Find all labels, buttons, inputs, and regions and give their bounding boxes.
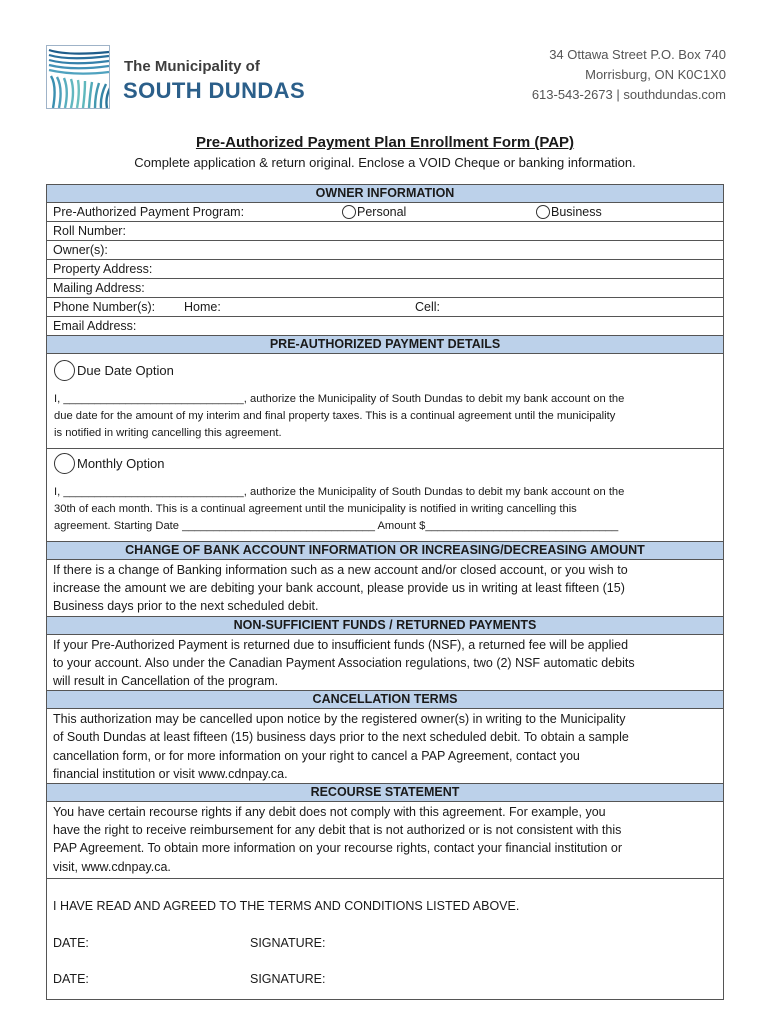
program-label: Pre-Authorized Payment Program:	[53, 205, 245, 219]
owners-label: Owner(s):	[53, 243, 108, 257]
date-label-1: DATE:	[53, 935, 89, 950]
email-label: Email Address:	[53, 319, 137, 333]
nsf-text-2: to your account. Also under the Canadian Payment Association regulations, two (2) NSF automatic debits	[53, 655, 635, 670]
south-dundas-logo-icon	[46, 45, 110, 109]
agreement-statement: I HAVE READ AND AGREED TO THE TERMS AND CONDITIONS LISTED ABOVE.	[53, 898, 520, 913]
nsf-text-1: If your Pre-Authorized Payment is returned due to insufficient funds (NSF), a returned fee will be applied	[53, 637, 629, 652]
cancellation-paragraph	[47, 709, 723, 784]
home-phone-field[interactable]	[184, 298, 221, 316]
owners-field[interactable]	[47, 241, 723, 260]
recourse-heading: RECOURSE STATEMENT	[47, 784, 723, 802]
due-date-text-1: I, _____________________________, authorize the Municipality of South Dundas to debit my bank account on the	[54, 393, 625, 405]
date-field-2[interactable]	[53, 972, 89, 986]
phone-label: Phone Number(s):	[53, 300, 156, 314]
change-heading: CHANGE OF BANK ACCOUNT INFORMATION OR INCREASING/DECREASING AMOUNT	[47, 542, 723, 560]
monthly-text-3: agreement. Starting Date _______________________________ Amount $_______________________________	[54, 520, 619, 532]
cancellation-text-4: financial institution or visit www.cdnpay.ca.	[53, 766, 288, 781]
pap-details-heading: PRE-AUTHORIZED PAYMENT DETAILS	[47, 336, 723, 354]
municipality-name-line2: SOUTH DUNDAS	[123, 78, 306, 103]
owner-info-heading: OWNER INFORMATION	[47, 185, 723, 203]
form-subtitle: Complete application & return original. Enclose a VOID Cheque or banking information.	[134, 155, 636, 170]
roll-number-label: Roll Number:	[53, 224, 126, 238]
date-field-1[interactable]	[53, 936, 89, 950]
roll-number-field[interactable]	[47, 222, 723, 241]
signature-field-2[interactable]	[250, 972, 325, 986]
monthly-text-2: 30th of each month. This is a continual agreement until the municipality is notified in writing cancelling this	[54, 503, 577, 515]
recourse-text-1: You have certain recourse rights if any debit does not comply with this agreement. For example, you	[53, 805, 606, 820]
recourse-paragraph	[47, 802, 723, 879]
personal-radio[interactable]	[342, 205, 356, 219]
recourse-text-2: have the right to receive reimbursement for any debit that is not authorized or is not consistent with this	[53, 823, 622, 838]
date-label-2: DATE:	[53, 971, 89, 986]
property-address-field[interactable]	[47, 260, 723, 279]
monthly-radio[interactable]	[54, 453, 75, 474]
nsf-heading: NON-SUFFICIENT FUNDS / RETURNED PAYMENTS	[47, 617, 723, 635]
business-radio[interactable]	[536, 205, 550, 219]
property-address-label: Property Address:	[53, 262, 153, 276]
municipality-name-line1: The Municipality of	[124, 58, 260, 75]
cancellation-heading: CANCELLATION TERMS	[47, 691, 723, 709]
signature-field-1[interactable]	[250, 936, 325, 950]
change-text-2: increase the amount we are debiting your bank account, please provide us in writing at least fifteen (15)	[53, 581, 625, 596]
email-field[interactable]	[47, 317, 723, 336]
personal-radio-option[interactable]	[342, 203, 406, 221]
program-row	[47, 203, 723, 222]
signature-label-2: SIGNATURE:	[250, 971, 326, 986]
enrollment-form	[46, 184, 724, 1000]
business-label: Business	[551, 205, 602, 219]
personal-label: Personal	[357, 205, 407, 219]
nsf-paragraph	[47, 635, 723, 692]
contact-address	[532, 45, 726, 105]
address-street: 34 Ottawa Street P.O. Box 740	[549, 47, 726, 62]
due-date-radio[interactable]	[54, 360, 75, 381]
mailing-address-field[interactable]	[47, 279, 723, 298]
monthly-text-1: I, _____________________________, authorize the Municipality of South Dundas to debit my bank account on the	[54, 486, 625, 498]
signature-label-1: SIGNATURE:	[250, 935, 326, 950]
cell-phone-field[interactable]	[415, 298, 440, 316]
nsf-text-3: will result in Cancellation of the program.	[53, 674, 279, 689]
cell-phone-label: Cell:	[415, 300, 441, 314]
mailing-address-label: Mailing Address:	[53, 281, 145, 295]
monthly-option-block	[47, 449, 723, 542]
address-city: Morrisburg, ON K0C1X0	[585, 67, 726, 82]
due-date-text-2: due date for the amount of my interim and final property taxes. This is a continual agreement until the municipality	[54, 410, 616, 422]
recourse-text-3: PAP Agreement. To obtain more information on your recourse rights, contact your financial institution or	[53, 841, 623, 856]
change-paragraph	[47, 560, 723, 617]
cancellation-text-3: cancellation form, or for more information on your right to cancel a PAP Agreement, contact you	[53, 748, 580, 763]
due-date-option-block	[47, 354, 723, 449]
monthly-label: Monthly Option	[77, 456, 165, 471]
home-phone-label: Home:	[184, 300, 221, 314]
address-phone-web: 613-543-2673 | southdundas.com	[531, 87, 726, 102]
cancellation-text-1: This authorization may be cancelled upon notice by the registered owner(s) in writing to the Municipality	[53, 712, 626, 727]
agreement-section	[47, 879, 723, 999]
change-text-1: If there is a change of Banking information such as a new account and/or closed account, or you wish to	[53, 563, 628, 577]
change-text-3: Business days prior to the next scheduled debit.	[53, 599, 319, 614]
phone-row	[47, 298, 723, 317]
recourse-text-4: visit, www.cdnpay.ca.	[53, 859, 171, 874]
due-date-label: Due Date Option	[77, 363, 174, 378]
business-radio-option[interactable]	[536, 203, 602, 221]
cancellation-text-2: of South Dundas at least fifteen (15) business days prior to the next scheduled debit. To obtain a sample	[53, 730, 629, 745]
form-title: Pre-Authorized Payment Plan Enrollment Form (PAP)	[195, 134, 575, 151]
due-date-text-3: is notified in writing cancelling this agreement.	[54, 427, 282, 439]
